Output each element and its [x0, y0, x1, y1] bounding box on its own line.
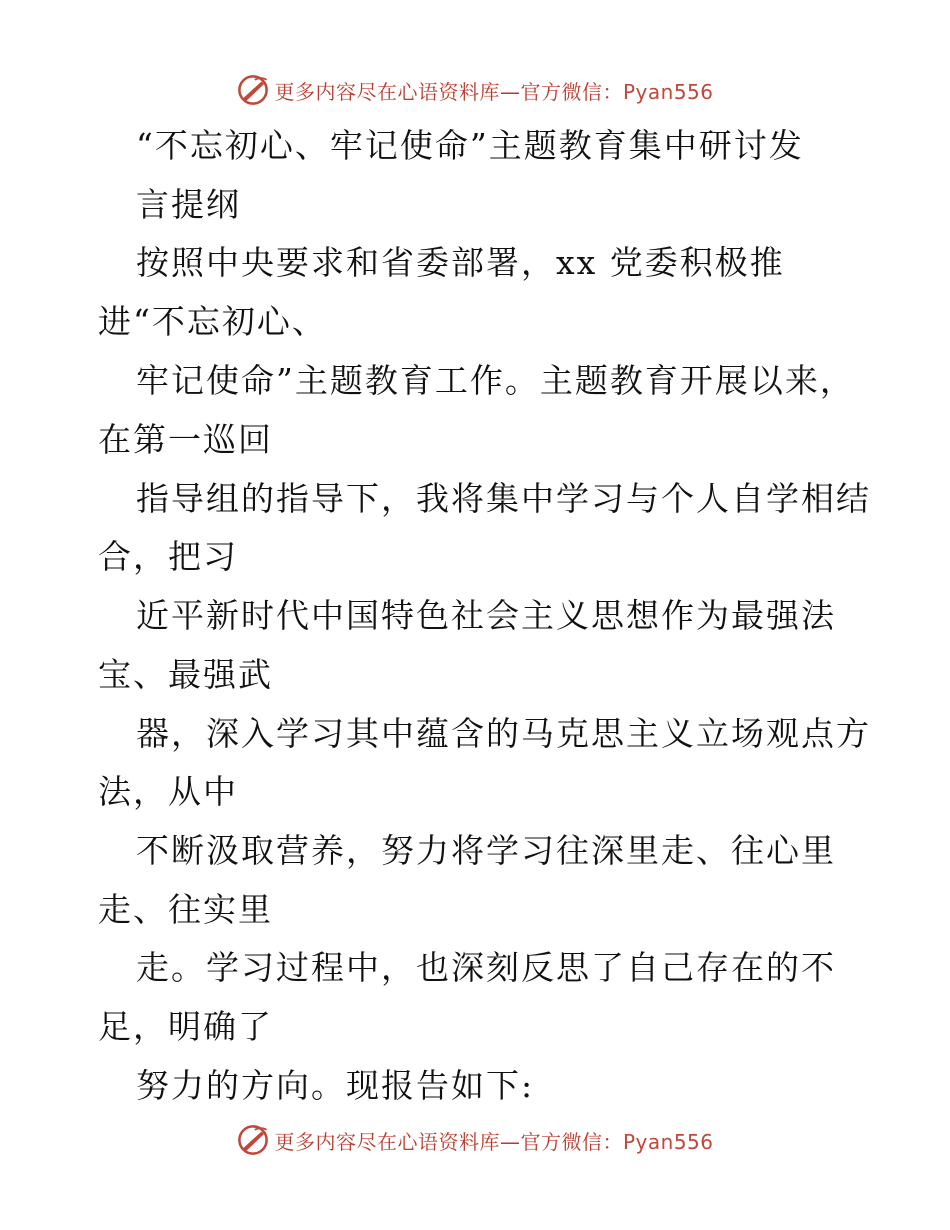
text-line: 不断汲取营养，努力将学习往深里走、往心里 — [136, 831, 836, 870]
text-line: 合，把习 — [98, 537, 238, 576]
text-line: 足，明确了 — [98, 1007, 273, 1046]
text-line: 指导组的指导下，我将集中学习与个人自学相结 — [136, 479, 871, 518]
text-line: 器，深入学习其中蕴含的马克思主义立场观点方 — [136, 714, 871, 753]
banner-wechat-id: Pyan556 — [622, 79, 714, 104]
text-line: “不忘初心、牢记使命”主题教育集中研讨发 — [136, 126, 804, 165]
banner-text — [274, 1126, 713, 1155]
banner-text — [274, 76, 713, 105]
text-line: 走。学习过程中，也深刻反思了自己存在的不 — [136, 948, 836, 987]
text-line: 宝、最强武 — [98, 655, 273, 694]
pen-logo-icon — [236, 73, 270, 107]
banner-wechat-id: Pyan556 — [622, 1129, 714, 1154]
text-line: 进“不忘初心、 — [98, 302, 327, 341]
pen-logo-icon — [236, 1123, 270, 1157]
banner-cn: 更多内容尽在心语资料库—官方微信： — [274, 1129, 623, 1154]
banner-cn: 更多内容尽在心语资料库—官方微信： — [274, 79, 623, 104]
text-line: 近平新时代中国特色社会主义思想作为最强法 — [136, 596, 836, 635]
text-line: 在第一巡回 — [98, 420, 273, 459]
text-line: 走、往实里 — [98, 890, 273, 929]
footer-banner — [0, 1120, 950, 1160]
text-line: 按照中央要求和省委部署，xx 党委积极推 — [136, 243, 785, 282]
text-line: 努力的方向。现报告如下: — [136, 1066, 535, 1105]
header-banner — [0, 70, 950, 110]
text-line: 法，从中 — [98, 772, 238, 811]
text-line: 言提纲 — [136, 185, 241, 224]
text-line: 牢记使命”主题教育工作。主题教育开展以来， — [136, 361, 855, 400]
